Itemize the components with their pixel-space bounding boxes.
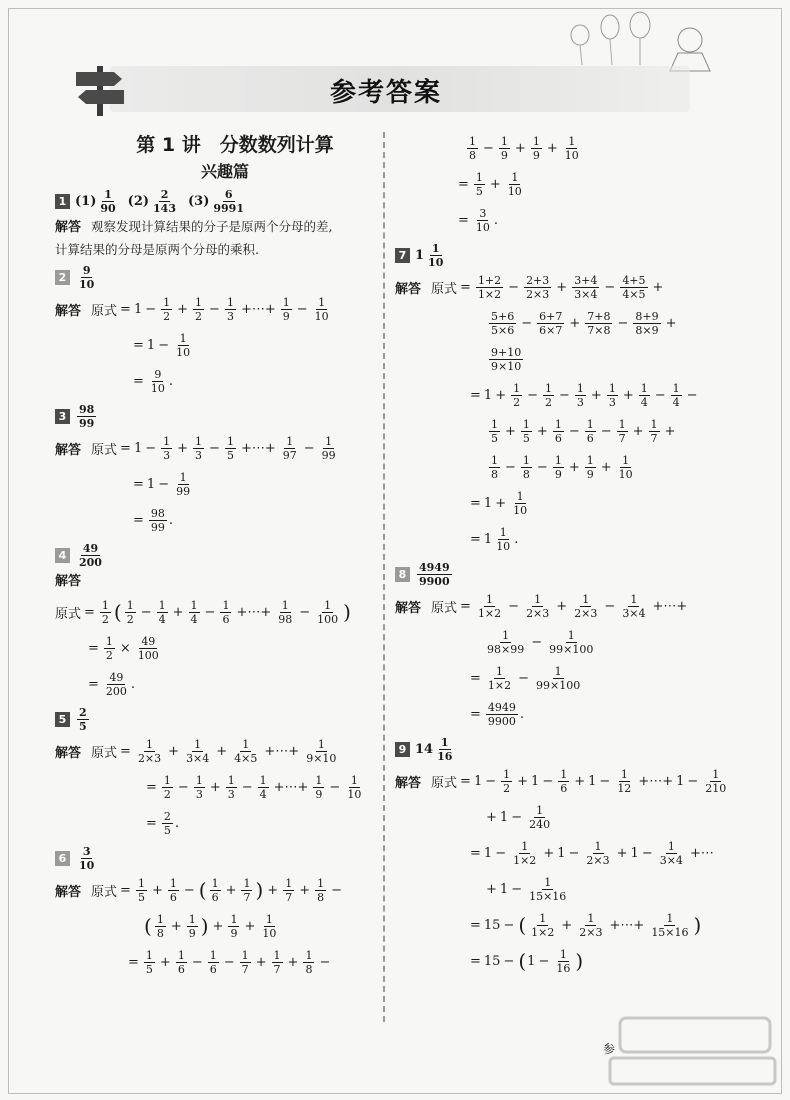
answer-banner [70,60,720,120]
signpost-icon [70,60,130,120]
left-column [55,130,395,980]
question-5-header [55,706,395,733]
question-number-badge: 7 [395,248,410,263]
q3-step-1: 解答 原式 = 1 − $\frac{1}{3}$ + $\frac{1}{3}$ − $\frac{1}{5}$ +⋯+ $\frac{1}{97}$ − $\frac{1}{99}$ [55,434,336,462]
q9-step-1: 解答 原式 = 1 − $\frac{1}{2}$ + 1 − $\frac{1}{6}$ + 1 − $\frac{1}{12}$ +⋯+ 1 − $\frac{1}{210}$ [395,767,727,795]
question-1-header [55,188,395,215]
q2-step-2: = 1 − $\frac{1}{10}$ [133,331,191,359]
q8-step-3: = $\frac{4949}{9900}$ . [470,700,525,728]
page-footer-text: 参 [603,1042,616,1056]
q7-step-3: = 1 + $\frac{1}{10}$ [470,489,528,517]
q1-part2-label: (2) [127,194,150,209]
q1-answer-2: $\frac{2}{143}$ [153,188,176,215]
q7-step-2: = 1 + $\frac{1}{2}$ − $\frac{1}{2}$ − $\frac{1}{3}$ + $\frac{1}{3}$ + $\frac{1}{4}$ − $\frac{1}{4}$ − [470,381,698,409]
q3-step-3: = $\frac{98}{99}$ . [133,506,174,534]
question-number-badge: 6 [55,851,70,866]
watermark-logo [600,1010,780,1090]
q8-step-1b: $\frac{1}{98\times 99}$ − $\frac{1}{99\times 100}$ [487,628,594,656]
q3-answer: $\frac{98}{99}$ [79,403,95,430]
question-number-badge: 2 [55,270,70,285]
q6-step-5: = $\frac{3}{10}$ . [458,206,499,234]
question-number-badge: 5 [55,712,70,727]
question-3-header [55,403,395,430]
q2-step-3: = $\frac{9}{10}$ . [133,367,174,395]
q6-step-4: = $\frac{1}{5}$ + $\frac{1}{10}$ [458,170,522,198]
question-number-badge: 4 [55,548,70,563]
q4-label: 解答 [55,574,82,589]
q9-step-1b: + 1 − $\frac{1}{240}$ [486,803,551,831]
q4-answer: $\frac{49}{200}$ [79,542,102,569]
q4-step-2: = $\frac{1}{2}$ × $\frac{49}{100}$ [88,634,159,662]
q7-step-4: = 1 $\frac{1}{10}$ . [470,525,519,553]
question-number-badge: 3 [55,409,70,424]
question-number-badge: 8 [395,567,410,582]
lesson-title: 第 1 讲 分数数列计算 [136,134,334,156]
q6-step-2: = $\frac{1}{5}$ + $\frac{1}{6}$ − $\frac{1}{6}$ − $\frac{1}{7}$ + $\frac{1}{7}$ + $\frac{1}{8}$ − [128,948,331,976]
q8-step-1: 解答 原式 = $\frac{1}{1\times 2}$ − $\frac{1}{2\times 3}$ + $\frac{1}{2\times 3}$ − $\frac{1}{3\times 4}$ +⋯+ [395,592,688,620]
section-title: 兴趣篇 [200,162,249,181]
q1-answer-3: $\frac{6}{9991}$ [213,188,244,215]
q7-step-1c: $\frac{9+10}{9\times 10}$ [491,345,522,373]
q9-step-3: = 15 − ( $\frac{1}{1\times 2}$ + $\frac{1}{2\times 3}$ +⋯+ $\frac{1}{15\times 16}$ ) [470,911,702,939]
question-7-header [395,242,735,269]
q5-step-3: = $\frac{2}{5}$ . [146,809,180,837]
q1-explanation: 解答 观察发现计算结果的分子是原两个分母的差, [55,219,333,235]
q6-step-1b: ( $\frac{1}{8}$ + $\frac{1}{9}$ ) + $\frac{1}{9}$ + $\frac{1}{10}$ [144,912,277,940]
q7-answer: 1 $\frac{1}{10}$ [415,242,444,269]
q6-answer: $\frac{3}{10}$ [79,845,95,872]
q2-step-1: 解答 原式 = 1 − $\frac{1}{2}$ + $\frac{1}{2}$ − $\frac{1}{3}$ +⋯+ $\frac{1}{9}$ − $\frac{1}{10}$ [55,295,329,323]
q9-step-4: = 15 − ( 1 − $\frac{1}{16}$ ) [470,947,584,975]
question-4-header [55,542,395,569]
q6-step-1: 解答 原式 = $\frac{1}{5}$ + $\frac{1}{6}$ − ( $\frac{1}{6}$ + $\frac{1}{7}$ ) + $\frac{1}{7}$ + $\frac{1}{8}$ − [55,876,342,904]
q4-step-3: = $\frac{49}{200}$ . [88,670,136,698]
question-number-badge: 9 [395,742,410,757]
q7-step-2c: $\frac{1}{8}$ − $\frac{1}{8}$ − $\frac{1}{9}$ + $\frac{1}{9}$ + $\frac{1}{10}$ [491,453,633,481]
question-9-header [395,736,735,763]
right-column [395,130,735,979]
q9-answer: 14 $\frac{1}{16}$ [415,736,453,763]
q7-step-1: 解答 原式 = $\frac{1+2}{1\times 2}$ − $\frac{2+3}{2\times 3}$ + $\frac{3+4}{3\times 4}$ − $\frac{4+5}{4\times 5}$ + [395,273,664,301]
question-number-badge: 1 [55,194,70,209]
question-8-header [395,561,735,588]
q1-part3-label: (3) [188,194,210,209]
q5-step-1: 解答 原式 = $\frac{1}{2\times 3}$ + $\frac{1}{3\times 4}$ + $\frac{1}{4\times 5}$ +⋯+ $\frac{1}{9\times 10}$ [55,737,337,765]
q5-answer: $\frac{2}{5}$ [79,706,87,733]
page-title: 参考答案 [330,78,443,108]
q8-answer: $\frac{4949}{9900}$ [419,561,450,588]
q8-step-2: = $\frac{1}{1\times 2}$ − $\frac{1}{99\times 100}$ [470,664,581,692]
q5-step-2: = $\frac{1}{2}$ − $\frac{1}{3}$ + $\frac{1}{3}$ − $\frac{1}{4}$ +⋯+ $\frac{1}{9}$ − $\frac{1}{10}$ [146,773,362,801]
q9-step-2: = 1 − $\frac{1}{1\times 2}$ + 1 − $\frac{1}{2\times 3}$ + 1 − $\frac{1}{3\times 4}$ +⋯ [470,839,714,867]
q1-explanation-2: 计算结果的分母是原两个分母的乘积. [55,242,259,257]
q1-answer-1: $\frac{1}{90}$ [100,188,116,215]
q4-step-1: 原式 = $\frac{1}{2}$ ( $\frac{1}{2}$ − $\frac{1}{4}$ + $\frac{1}{4}$ − $\frac{1}{6}$ +⋯+ $\frac{1}{98}$ − $\frac{1}{100}$ ) [55,598,351,626]
q9-step-2b: + 1 − $\frac{1}{15\times 16}$ [486,875,567,903]
q2-answer: $\frac{9}{10}$ [79,264,95,291]
question-6-header [55,845,395,872]
q3-step-2: = 1 − $\frac{1}{99}$ [133,470,191,498]
q1-part1-label: (1) [75,194,97,209]
q7-step-1b: $\frac{5+6}{5\times 6}$ − $\frac{6+7}{6\times 7}$ + $\frac{7+8}{7\times 8}$ − $\frac{8+9}{8\times 9}$ + [491,309,677,337]
question-2-header [55,264,395,291]
q6-step-3: $\frac{1}{8}$ − $\frac{1}{9}$ + $\frac{1}{9}$ + $\frac{1}{10}$ [469,134,579,162]
q7-step-2b: $\frac{1}{5}$ + $\frac{1}{5}$ + $\frac{1}{6}$ − $\frac{1}{6}$ − $\frac{1}{7}$ + $\frac{1}{7}$ + [491,417,676,445]
